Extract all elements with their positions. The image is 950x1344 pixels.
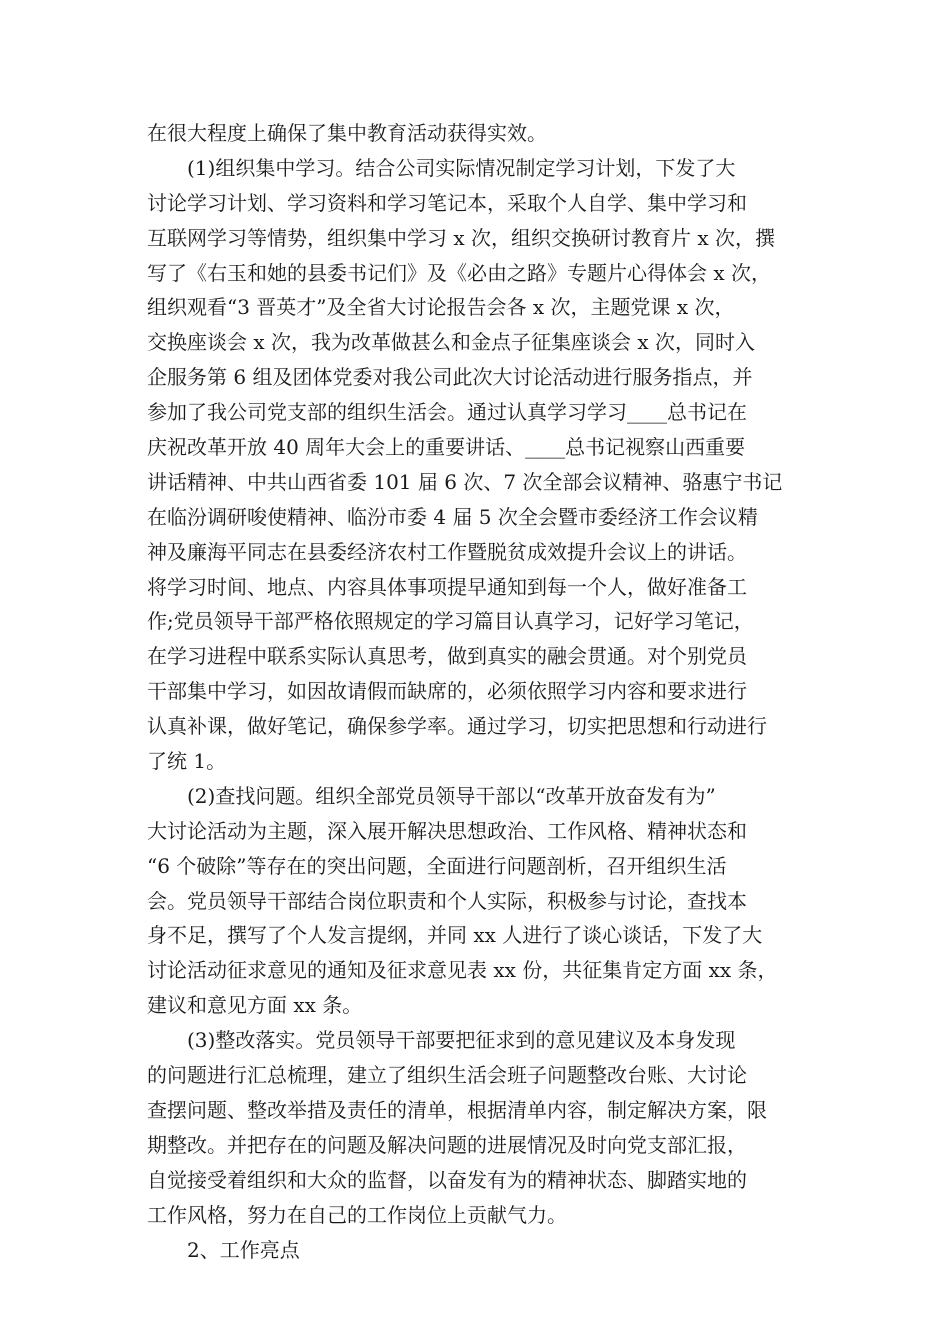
text-line-13: 神及廉海平同志在县委经济农村工作暨脱贫成效提升会议上的讲话。 — [147, 539, 747, 564]
text-line-16: 在学习进程中联系实际认真思考，做到真实的融会贯通。对个别党员 — [147, 644, 747, 669]
text-line-30: 期整改。并把存在的问题及解决问题的进展情况及时向党支部汇报， — [147, 1132, 747, 1157]
section-heading: 2、工作亮点 — [187, 1237, 300, 1262]
text-line-12: 在临汾调研唆使精神、临汾市委 4 届 5 次全会暨市委经济工作会议精 — [147, 504, 758, 529]
text-line-29: 查摆问题、整改举措及责任的清单，根据清单内容，制定解决方案，限 — [147, 1097, 767, 1122]
text-line-25: 讨论活动征求意见的通知及征求意见表 xx 份，共征集肯定方面 xx 条， — [147, 958, 778, 983]
text-line-32: 工作风格，努力在自己的工作岗位上贡献气力。 — [147, 1202, 567, 1227]
text-line-19: 了统 1。 — [147, 749, 227, 774]
text-line-9: 参加了我公司党支部的组织生活会。通过认真学习学习____总书记在 — [147, 400, 747, 425]
text-line-24: 身不足，撰写了个人发言提纲，并同 xx 人进行了谈心谈话，下发了大 — [147, 923, 763, 948]
text-line-21: 大讨论活动为主题，深入展开解决思想政治、工作风格、精神状态和 — [147, 818, 747, 843]
text-line-3: 讨论学习计划、学习资料和学习笔记本，采取个人自学、集中学习和 — [147, 190, 747, 215]
text-line-22: “6 个破除”等存在的突出问题，全面进行问题剖析，召开组织生活 — [147, 853, 727, 878]
text-line-7: 交换座谈会 x 次，我为改革做甚么和金点子征集座谈会 x 次，同时入 — [147, 330, 755, 355]
text-line-10: 庆祝改革开放 40 周年大会上的重要讲话、____总书记视察山西重要 — [147, 435, 746, 460]
text-line-28: 的问题进行汇总梳理，建立了组织生活会班子问题整改台账、大讨论 — [147, 1063, 747, 1088]
text-line-31: 自觉接受着组织和大众的监督，以奋发有为的精神状态、脚踏实地的 — [147, 1167, 747, 1192]
text-line-23: 会。党员领导干部结合岗位职责和个人实际，积极参与讨论，查找本 — [147, 888, 747, 913]
paragraph-3-first-line: (3)整改落实。党员领导干部要把征求到的意见建议及本身发现 — [187, 1028, 736, 1053]
document-body — [147, 116, 817, 1267]
text-line-11: 讲话精神、中共山西省委 101 届 6 次、7 次全部会议精神、骆惠宁书记 — [147, 469, 783, 494]
text-line-18: 认真补课，做好笔记，确保参学率。通过学习，切实把思想和行动进行 — [147, 714, 767, 739]
text-line-4: 互联网学习等情势，组织集中学习 x 次，组织交换研讨教育片 x 次，撰 — [147, 225, 775, 250]
text-line-5: 写了《右玉和她的县委书记们》及《必由之路》专题片心得体会 x 次， — [147, 260, 771, 285]
paragraph-1-first-line: (1)组织集中学习。结合公司实际情况制定学习计划，下发了大 — [187, 155, 736, 180]
text-line-17: 干部集中学习，如因故请假而缺席的，必须依照学习内容和要求进行 — [147, 679, 747, 704]
text-line-15: 作;党员领导干部严格依照规定的学习篇目认真学习，记好学习笔记， — [147, 609, 754, 634]
text-line-8: 企服务第 6 组及团体党委对我公司此次大讨论活动进行服务指点，并 — [147, 365, 753, 390]
text-line-1: 在很大程度上确保了集中教育活动获得实效。 — [147, 121, 547, 145]
paragraph-2-first-line: (2)查找问题。组织全部党员领导干部以“改革开放奋发有为” — [187, 783, 716, 808]
text-line-14: 将学习时间、地点、内容具体事项提早通知到每一个人，做好准备工 — [147, 574, 747, 599]
text-line-6: 组织观看“3 晋英才”及全省大讨论报告会各 x 次，主题党课 x 次， — [147, 295, 735, 320]
text-line-26: 建议和意见方面 xx 条。 — [147, 993, 363, 1018]
